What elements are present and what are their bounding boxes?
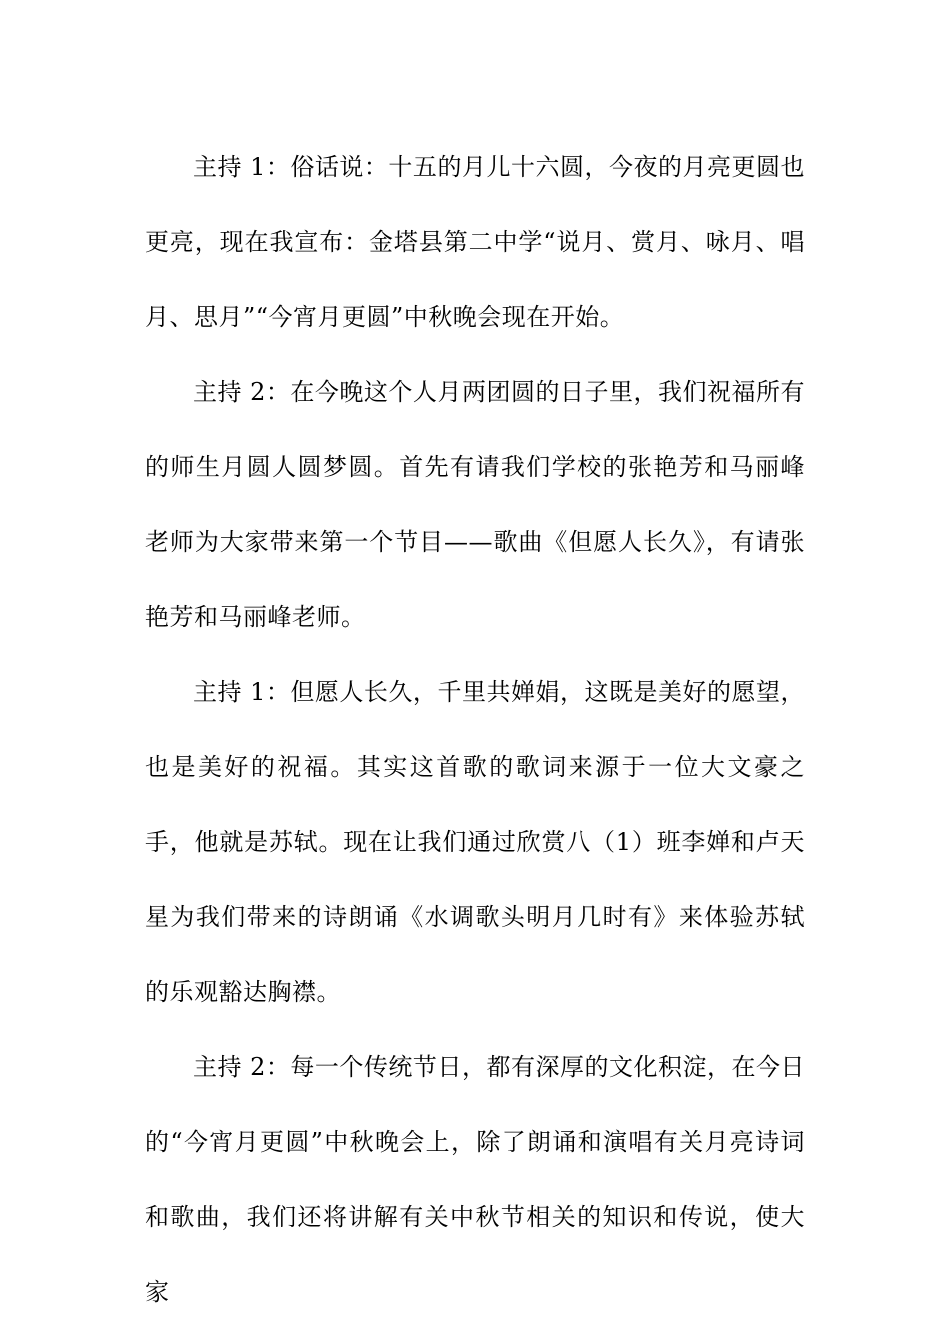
paragraph-host1-opening: 主持 1：俗话说：十五的月儿十六圆，今夜的月亮更圆也更亮，现在我宣布：金塔县第二中学“说月、赏月、咏月、唱月、思月”“今宵月更圆”中秋晚会现在开始。 [145,153,805,331]
document-body [145,130,805,1330]
paragraph-host2-first-program: 主持 2：在今晚这个人月两团圆的日子里，我们祝福所有的师生月圆人圆梦圆。首先有请我们学校的张艳芳和马丽峰老师为大家带来第一个节目——歌曲《但愿人长久》，有请张艳芳和马丽峰老师。 [145,378,805,631]
paragraph-host1-poem-recital: 主持 1：但愿人长久，千里共婵娟，这既是美好的愿望，也是美好的祝福。其实这首歌的歌词来源于一位大文豪之手，他就是苏轼。现在让我们通过欣赏八（1）班李婵和卢天星为我们带来的诗朗诵《水调歌头明月几时有》来体验苏轼的乐观豁达胸襟。 [145,678,805,1006]
paragraph-host2-traditions: 主持 2：每一个传统节日，都有深厚的文化积淀，在今日的“今宵月更圆”中秋晚会上，除了朗诵和演唱有关月亮诗词和歌曲，我们还将讲解有关中秋节相关的知识和传说，使大家 [145,1053,805,1306]
